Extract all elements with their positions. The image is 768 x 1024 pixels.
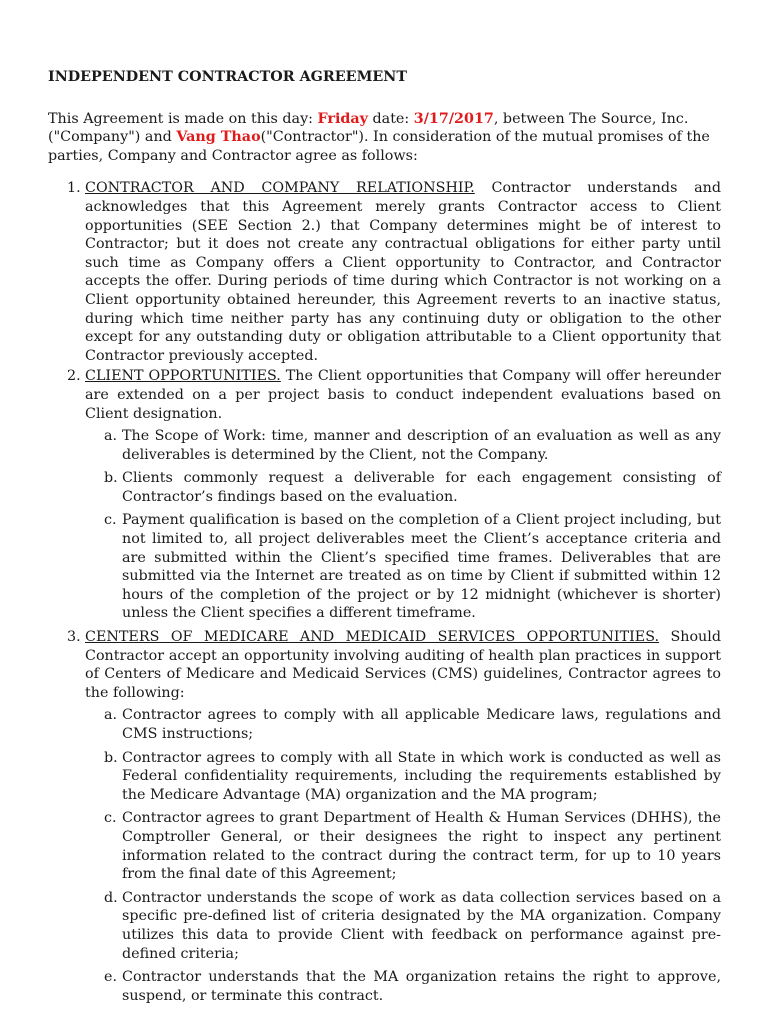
item-letter: d. (104, 889, 118, 906)
agreement-date: 3/17/2017 (413, 110, 494, 127)
item-letter: b. (104, 470, 118, 487)
section-body: The Client opportunities that Company will offer hereunder are extended on a per project basis to conduct independent evaluations based on Client designation. (85, 368, 721, 422)
item-letter: b. (104, 749, 118, 766)
list-item (85, 427, 721, 464)
list-item (85, 889, 721, 963)
agreement-day: Friday (317, 110, 368, 127)
list-item (85, 968, 721, 1005)
item-letter: c. (104, 512, 117, 529)
intro-paragraph (48, 110, 721, 166)
section-heading: CLIENT OPPORTUNITIES. (85, 368, 281, 385)
item-text: Contractor understands the scope of work as data collection services based on a specific pre-defined list of criteria designated by the MA organization. Company utilizes this data to provide Client with feedback on performance against pre-defined criteria; (122, 889, 721, 962)
item-text: Contractor agrees to comply with all State in which work is conducted as well as Federal confidentiality requirements, including the requirements established by the Medicare Advantage (MA) organization and the MA program; (122, 749, 721, 803)
intro-text-2: date: (367, 110, 414, 127)
intro-text-1: This Agreement is made on this day: (48, 110, 318, 127)
item-letter: c. (104, 810, 117, 827)
list-item (85, 749, 721, 805)
item-letter: e. (104, 969, 118, 986)
section-number: 2. (67, 368, 81, 385)
document-title: INDEPENDENT CONTRACTOR AGREEMENT (48, 69, 407, 85)
item-text: Contractor understands that the MA organization retains the right to approve, suspend, or terminate this contract. (122, 969, 721, 1004)
item-text: The Scope of Work: time, manner and description of an evaluation as well as any deliverables is determined by the Client, not the Company. (122, 428, 721, 463)
list-item (85, 706, 721, 743)
item-text: Clients commonly request a deliverable for each engagement consisting of Contractor’s findings based on the evaluation. (122, 470, 721, 505)
list-item (85, 511, 721, 623)
item-text: Contractor agrees to comply with all applicable Medicare laws, regulations and CMS instructions; (122, 707, 721, 742)
item-letter: a. (104, 707, 118, 724)
section-number: 1. (67, 180, 81, 197)
item-text: Payment qualification is based on the completion of a Client project including, but not limited to, all project deliverables meet the Client’s acceptance criteria and are submitted within the Client’s specified time frames. Deliverables that are submitted via the Internet are treated as on time by Client if submitted within 12 hours of the completion of the project or by 12 midnight (whichever is shorter) unless the Client specifies a different timeframe. (122, 512, 721, 622)
section-heading: CENTERS OF MEDICARE AND MEDICAID SERVICES OPPORTUNITIES. (85, 629, 660, 646)
section-1 (48, 179, 721, 365)
section-body: Contractor understands and acknowledges that this Agreement merely grants Contractor access to Client opportunities (SEE Section 2.) that Company determines might be of interest to Contractor; but it does not create any contractual obligations for either party until such time as Company offers a Client opportunity to Contractor, and Contractor accepts the offer. During periods of time during which Contractor is not working on a Client opportunity obtained hereunder, this Agreement reverts to an inactive status, during which time neither party has any continuing duty or obligation to the other except for any outstanding duty or obligation attributable to a Client opportunity that Contractor previously accepted. (85, 180, 721, 364)
section-3 (48, 628, 721, 1005)
intro-text-4: ("Contractor"). In consideration of the mutual promises of the parties, Company and Contractor agree as follows: (48, 129, 710, 164)
section-2 (48, 367, 721, 623)
section-heading: CONTRACTOR AND COMPANY RELATIONSHIP. (85, 180, 475, 197)
section-number: 3. (67, 629, 81, 646)
list-item (85, 809, 721, 883)
contractor-name: Vang Thao (176, 129, 261, 146)
item-letter: a. (104, 428, 118, 445)
section-body: Should Contractor accept an opportunity involving auditing of health plan practices in support of Centers of Medicare and Medicaid Services (CMS) guidelines, Contractor agrees to the following: (85, 629, 721, 701)
subsection-list (85, 427, 721, 623)
list-item (85, 469, 721, 506)
item-text: Contractor agrees to grant Department of Health & Human Services (DHHS), the Comptroller General, or their designees the right to inspect any pertinent information related to the contract during the contract term, for up to 10 years from the final date of this Agreement; (122, 810, 721, 883)
sections-list (48, 179, 721, 1005)
subsection-list (85, 706, 721, 1005)
intro-text-3: , between The Source, Inc. ("Company") and (48, 110, 689, 146)
